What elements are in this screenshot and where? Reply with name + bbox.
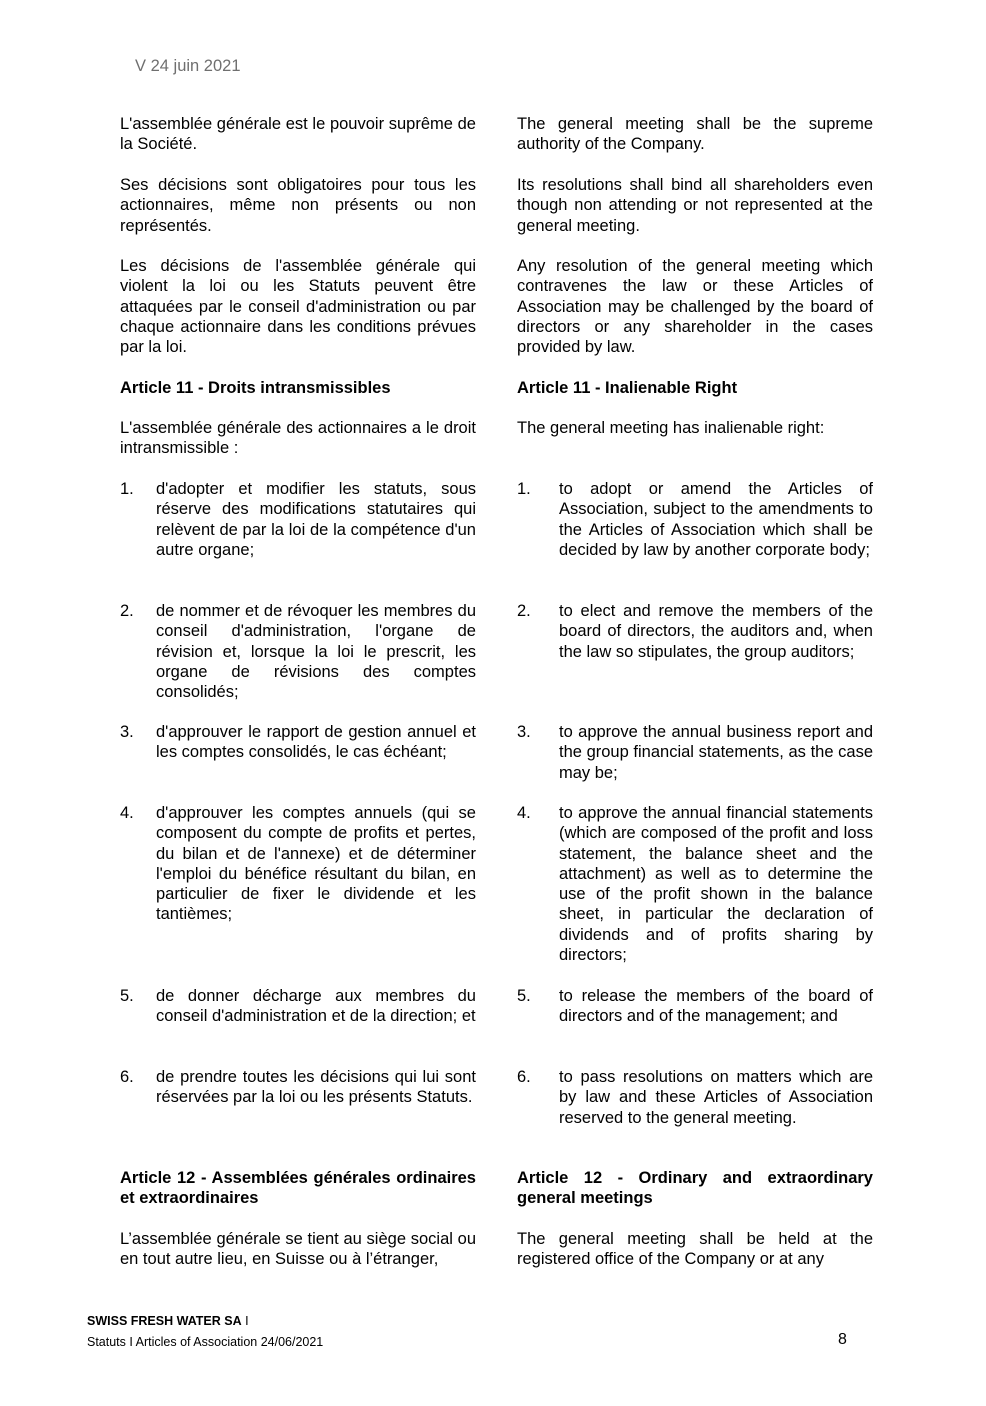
list-number: 3. [517, 723, 531, 741]
list-number: 1. [517, 480, 531, 498]
company-name: SWISS FRESH WATER SA [87, 1314, 242, 1328]
article-heading: Article 11 - Inalienable Right [517, 379, 738, 397]
paragraph: L'assemblée générale des actionnaires a le droit intransmissible : [120, 419, 476, 458]
version-date: V 24 juin 2021 [135, 57, 241, 75]
list-text: d'adopter et modifier les statuts, sous réserve des modifications statutaires qui relèvent de par la loi de la compétence d'un autre organe; [156, 480, 476, 559]
footer-company [87, 1314, 249, 1328]
footer-separator: I [241, 1314, 249, 1328]
list-text: to adopt or amend the Articles of Association, subject to the amendments to the Articles of Association which shall be decided by law by another corporate body; [559, 480, 873, 559]
list-text: to approve the annual financial statements (which are composed of the profit and loss statement, the balance sheet and the attachment) as well as to determine the use of the profit shown in the balance sheet, in particular the declaration of dividends and of profits sharing by directors; [559, 804, 873, 965]
list-text: to pass resolutions on matters which are by law and these Articles of Association reserved to the general meeting. [559, 1068, 873, 1127]
paragraph: Ses décisions sont obligatoires pour tous les actionnaires, même non présents ou non représentés. [120, 176, 476, 235]
list-text: de donner décharge aux membres du conseil d'administration et de la direction; et [156, 987, 476, 1026]
list-number: 2. [517, 602, 531, 620]
list-number: 5. [517, 987, 531, 1005]
paragraph: L’assemblée générale se tient au siège social ou en tout autre lieu, en Suisse ou à l’étranger, [120, 1230, 476, 1269]
list-number: 3. [120, 723, 134, 741]
paragraph: Les décisions de l'assemblée générale qui violent la loi ou les Statuts peuvent être attaquées par le conseil d'administration ou par chaque actionnaire dans les conditions prévues par la loi. [120, 257, 476, 357]
list-text: de prendre toutes les décisions qui lui sont réservées par la loi ou les présents Statuts. [156, 1068, 476, 1107]
article-heading: Article 12 - Ordinary and extraordinary general meetings [517, 1169, 873, 1208]
footer-subtitle: Statuts I Articles of Association 24/06/2021 [87, 1335, 324, 1349]
paragraph: Any resolution of the general meeting which contravenes the law or these Articles of Association may be challenged by the board of directors or any shareholder in the cases provided by law. [517, 257, 873, 357]
page-number: 8 [838, 1331, 847, 1348]
list-number: 4. [120, 804, 134, 822]
paragraph: L'assemblée générale est le pouvoir suprême de la Société. [120, 115, 476, 154]
list-number: 2. [120, 602, 134, 620]
list-number: 4. [517, 804, 531, 822]
list-number: 1. [120, 480, 134, 498]
list-number: 6. [120, 1068, 134, 1086]
list-text: to elect and remove the members of the board of directors, the auditors and, when the law so stipulates, the group auditors; [559, 602, 873, 661]
paragraph: The general meeting has inalienable right: [517, 419, 825, 437]
list-number: 5. [120, 987, 134, 1005]
list-number: 6. [517, 1068, 531, 1086]
article-heading: Article 11 - Droits intransmissibles [120, 379, 391, 397]
paragraph: The general meeting shall be held at the registered office of the Company or at any [517, 1230, 873, 1269]
list-text: to release the members of the board of directors and of the management; and [559, 987, 873, 1026]
paragraph: The general meeting shall be the supreme authority of the Company. [517, 115, 873, 154]
list-text: d'approuver les comptes annuels (qui se composent du compte de profits et pertes, du bilan et de l'annexe) et de déterminer l'emploi du bénéfice résultant du bilan, en particulier de fixer le dividende et les tantièmes; [156, 804, 476, 924]
article-heading: Article 12 - Assemblées générales ordinaires et extraordinaires [120, 1169, 476, 1208]
list-text: d'approuver le rapport de gestion annuel et les comptes consolidés, le cas échéant; [156, 723, 476, 762]
list-text: de nommer et de révoquer les membres du conseil d'administration, l'organe de révision et, lorsque la loi le prescrit, les organe de révisions des comptes consolidés; [156, 602, 476, 702]
paragraph: Its resolutions shall bind all shareholders even though non attending or not represented at the general meeting. [517, 176, 873, 235]
list-text: to approve the annual business report and the group financial statements, as the case may be; [559, 723, 873, 782]
